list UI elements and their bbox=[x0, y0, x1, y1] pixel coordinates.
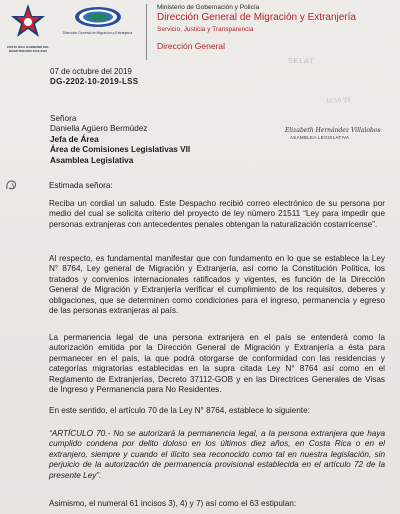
service-motto: Servicio, Justicia y Transparencia bbox=[157, 26, 254, 33]
paragraph-article-70-intro: En este sentido, el artículo 70 de la Ley N° 8764, establece lo siguiente: bbox=[49, 406, 310, 415]
received-signature-name: Elizabeth Hernández Villalobos bbox=[285, 127, 381, 134]
direction-name: Dirección General de Migración y Extranjería bbox=[157, 12, 356, 23]
greeting: Estimada señora: bbox=[49, 181, 113, 190]
mid-logo-caption: Dirección General de Migración y Extranjería bbox=[62, 31, 133, 35]
reception-stamp: SELAT bbox=[287, 57, 315, 66]
received-signature-role: ASAMBLEA LEGISLATIVA bbox=[290, 135, 350, 140]
reference-number: DG-2202-10-2019-LSS bbox=[50, 77, 139, 86]
migration-office-logo bbox=[74, 6, 122, 28]
recipient-block bbox=[50, 114, 190, 166]
header-divider bbox=[146, 4, 147, 60]
recipient-area: Área de Comisiones Legislativas VII bbox=[50, 145, 191, 155]
left-logo-caption: COSTA RICA GOBIERNO DEL BICENTENARIO 2018-2022 bbox=[6, 45, 50, 53]
ministry-name: Ministerio de Gobernación y Policía bbox=[157, 4, 260, 11]
recipient-title: Señora bbox=[50, 114, 77, 123]
paragraph-article-61-intro: Asimismo, el numeral 61 incisos 3), 4) y 7) así como el 63 estipulan: bbox=[49, 499, 297, 508]
letter-date: 07 de octubre del 2019 bbox=[50, 67, 132, 76]
direction-general-title: Dirección General bbox=[157, 41, 226, 51]
recipient-role: Jefa de Área bbox=[50, 134, 99, 144]
paragraph-legal-basis: Al respecto, es fundamental manifestar que con fundamento en lo que se establece la Ley N° 8764, Ley general de Migración y Extranjería, así como la Constitución Política, los tratados y convenios internacionales ratificados y vigentes, es función de la Dirección General de Migración y Extranjería verificar el cumplimiento de los requisitos, deberes y obligaciones, que se determinen como condiciones para el ingreso, permanencia y egreso de las personas extranjeras al país. bbox=[49, 254, 385, 316]
recipient-organization: Asamblea Legislativa bbox=[50, 155, 134, 165]
recipient-name: Daniella Agüero Bermúdez bbox=[50, 124, 148, 134]
paragraph-intro: Reciba un cordial un saludo. Este Despacho recibió correo electrónico de su persona por medio del cual se solicita criterio del proyecto de ley número 21511 “Ley para impedir que personas extranjeras con antecedentes penales obtengan la naturalización costarricense”. bbox=[49, 199, 385, 229]
paragraph-legal-permanence: La permanencia legal de una persona extranjera en el país se entenderá como la autorización emitida por la Dirección General de Migración y Extranjería a ésta para permanecer en el país, la que podrá otorgarse de conformidad con las residencias y categorías migratorias establecidas en la supra citada Ley N° 8764 así como en el Reglamento de Extranjerías, Decreto 37112-GOB y en las Directrices Generales de Visas de Ingreso y Permanencia para No Residentes. bbox=[49, 333, 385, 395]
quoted-article-70: “ARTÍCULO 70.- No se autorizará la permanencia legal, a la persona extranjera que haya cumplido condena por delito doloso en los últimos diez años, en Costa Rica o en el extranjero, siempre y cuando el ilícito sea reconocido como tal en nuestra legislación, sin perjuicio de la autorización de permanencia provisional establecida en el artículo 72 de la presente Ley”. bbox=[49, 429, 385, 480]
handwritten-mark-icon bbox=[5, 179, 19, 191]
reception-stamp-time: 10:16 '19 bbox=[325, 97, 351, 105]
